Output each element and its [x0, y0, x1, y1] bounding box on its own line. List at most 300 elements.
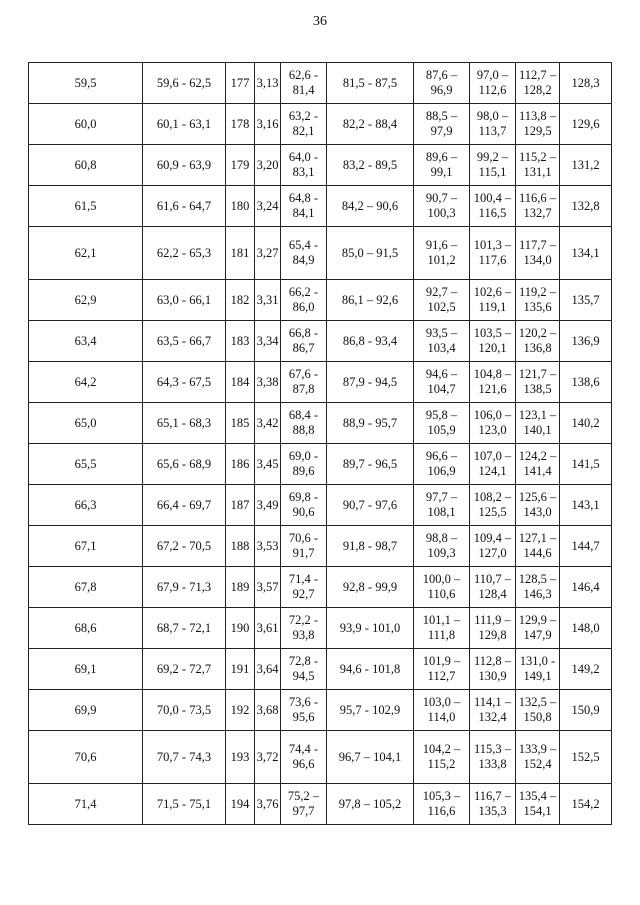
cell-col-8: [470, 186, 516, 227]
cell-value: 63,2 - 82,1: [288, 109, 319, 138]
cell-col-8: [470, 485, 516, 526]
cell-col-9: [516, 444, 560, 485]
cell-value: 64,3 - 67,5: [156, 374, 212, 389]
cell-col-1: [29, 649, 143, 690]
cell-col-7: [414, 690, 470, 731]
cell-value: 93,9 - 101,0: [339, 620, 401, 635]
cell-col-10: [560, 227, 612, 280]
cell-col-6: [327, 145, 414, 186]
cell-col-5: [281, 362, 327, 403]
cell-col-1: [29, 784, 143, 825]
cell-col-6: [327, 403, 414, 444]
cell-value: 61,6 - 64,7: [156, 198, 212, 213]
cell-col-4: [255, 186, 281, 227]
cell-value: 3,38: [256, 374, 279, 389]
cell-value: 63,4: [74, 333, 97, 348]
cell-value: 66,4 - 69,7: [156, 497, 212, 512]
cell-col-9: [516, 485, 560, 526]
cell-value: 59,5: [74, 75, 97, 90]
cell-value: 71,5 - 75,1: [156, 796, 212, 811]
cell-col-4: [255, 649, 281, 690]
cell-col-5: [281, 690, 327, 731]
cell-col-7: [414, 731, 470, 784]
cell-value: 67,2 - 70,5: [156, 538, 212, 553]
cell-col-2: [143, 608, 226, 649]
cell-col-2: [143, 444, 226, 485]
cell-col-2: [143, 280, 226, 321]
cell-value: 194: [230, 796, 250, 811]
cell-col-10: [560, 526, 612, 567]
cell-col-1: [29, 63, 143, 104]
cell-value: 189: [230, 579, 250, 594]
cell-col-2: [143, 362, 226, 403]
table-row: [29, 63, 612, 104]
cell-value: 67,6 - 87,8: [288, 367, 319, 396]
cell-value: 191: [230, 661, 250, 676]
cell-col-4: [255, 321, 281, 362]
cell-col-7: [414, 362, 470, 403]
cell-value: 95,7 - 102,9: [339, 702, 401, 717]
cell-col-5: [281, 403, 327, 444]
cell-col-10: [560, 186, 612, 227]
cell-value: 103,0 – 114,0: [422, 695, 461, 724]
cell-value: 84,2 – 90,6: [341, 198, 399, 213]
cell-value: 73,6 - 95,6: [288, 695, 319, 724]
cell-value: 143,1: [571, 497, 600, 512]
cell-value: 65,5: [74, 456, 97, 471]
cell-value: 100,0 – 110,6: [422, 572, 461, 601]
cell-value: 83,2 - 89,5: [342, 157, 398, 172]
cell-col-6: [327, 731, 414, 784]
cell-col-1: [29, 227, 143, 280]
cell-col-1: [29, 186, 143, 227]
cell-value: 104,8 – 121,6: [473, 367, 512, 396]
cell-value: 105,3 – 116,6: [422, 789, 461, 818]
cell-col-10: [560, 63, 612, 104]
cell-col-5: [281, 63, 327, 104]
cell-col-9: [516, 608, 560, 649]
cell-col-8: [470, 63, 516, 104]
cell-value: 60,0: [74, 116, 97, 131]
cell-col-8: [470, 526, 516, 567]
cell-col-8: [470, 731, 516, 784]
cell-value: 121,7 – 138,5: [518, 367, 557, 396]
cell-col-1: [29, 608, 143, 649]
cell-col-2: [143, 731, 226, 784]
cell-col-8: [470, 444, 516, 485]
table-row: [29, 567, 612, 608]
cell-value: 62,2 - 65,3: [156, 245, 212, 260]
cell-value: 154,2: [571, 796, 600, 811]
cell-value: 3,27: [256, 245, 279, 260]
cell-col-2: [143, 403, 226, 444]
cell-col-10: [560, 280, 612, 321]
cell-col-8: [470, 280, 516, 321]
cell-col-8: [470, 104, 516, 145]
cell-value: 103,5 – 120,1: [473, 326, 512, 355]
cell-value: 178: [230, 116, 250, 131]
cell-value: 69,8 - 90,6: [288, 490, 319, 519]
cell-col-10: [560, 403, 612, 444]
cell-col-5: [281, 784, 327, 825]
cell-value: 70,0 - 73,5: [156, 702, 212, 717]
cell-value: 117,7 – 134,0: [518, 238, 557, 267]
cell-col-7: [414, 280, 470, 321]
cell-col-7: [414, 485, 470, 526]
cell-value: 3,20: [256, 157, 279, 172]
cell-value: 68,7 - 72,1: [156, 620, 212, 635]
cell-col-3: [226, 63, 255, 104]
table-row: [29, 362, 612, 403]
cell-col-7: [414, 784, 470, 825]
cell-col-4: [255, 280, 281, 321]
cell-col-3: [226, 145, 255, 186]
cell-col-6: [327, 63, 414, 104]
cell-col-8: [470, 145, 516, 186]
table-row: [29, 444, 612, 485]
cell-col-3: [226, 567, 255, 608]
cell-col-10: [560, 784, 612, 825]
cell-value: 3,61: [256, 620, 279, 635]
cell-value: 190: [230, 620, 250, 635]
cell-value: 115,2 – 131,1: [518, 150, 557, 179]
table-row: [29, 608, 612, 649]
cell-value: 99,2 – 115,1: [476, 150, 509, 179]
cell-col-5: [281, 227, 327, 280]
cell-value: 123,1 – 140,1: [518, 408, 557, 437]
cell-value: 132,8: [571, 198, 600, 213]
cell-col-5: [281, 608, 327, 649]
cell-value: 131,2: [571, 157, 600, 172]
cell-col-3: [226, 227, 255, 280]
cell-col-9: [516, 649, 560, 690]
cell-col-1: [29, 444, 143, 485]
cell-value: 69,1: [74, 661, 97, 676]
cell-value: 61,5: [74, 198, 97, 213]
cell-value: 132,5 – 150,8: [518, 695, 557, 724]
cell-value: 109,4 – 127,0: [473, 531, 512, 560]
cell-col-3: [226, 444, 255, 485]
cell-col-10: [560, 485, 612, 526]
cell-value: 106,0 – 123,0: [473, 408, 512, 437]
cell-value: 3,31: [256, 292, 279, 307]
cell-value: 127,1 – 144,6: [518, 531, 557, 560]
cell-value: 98,8 – 109,3: [425, 531, 458, 560]
page-number: 36: [313, 14, 327, 29]
table-row: [29, 145, 612, 186]
cell-col-5: [281, 104, 327, 145]
cell-value: 71,4 - 92,7: [288, 572, 319, 601]
cell-value: 135,7: [571, 292, 600, 307]
cell-col-4: [255, 690, 281, 731]
cell-col-7: [414, 403, 470, 444]
cell-col-5: [281, 444, 327, 485]
cell-col-6: [327, 104, 414, 145]
cell-col-6: [327, 784, 414, 825]
cell-value: 92,8 - 99,9: [342, 579, 398, 594]
cell-value: 112,7 – 128,2: [518, 68, 557, 97]
cell-col-2: [143, 649, 226, 690]
cell-col-9: [516, 227, 560, 280]
cell-col-6: [327, 227, 414, 280]
cell-col-1: [29, 567, 143, 608]
cell-col-1: [29, 362, 143, 403]
cell-value: 135,4 – 154,1: [518, 789, 557, 818]
cell-value: 113,8 – 129,5: [518, 109, 557, 138]
cell-value: 144,7: [571, 538, 600, 553]
cell-col-9: [516, 104, 560, 145]
cell-value: 3,13: [256, 75, 279, 90]
cell-value: 148,0: [571, 620, 600, 635]
cell-value: 193: [230, 749, 250, 764]
cell-value: 129,6: [571, 116, 600, 131]
cell-col-8: [470, 690, 516, 731]
cell-col-1: [29, 485, 143, 526]
cell-col-7: [414, 649, 470, 690]
cell-col-8: [470, 227, 516, 280]
cell-value: 131,0 - 149,1: [519, 654, 556, 683]
cell-value: 134,1: [571, 245, 600, 260]
cell-col-1: [29, 731, 143, 784]
cell-value: 93,5 – 103,4: [425, 326, 458, 355]
cell-value: 66,3: [74, 497, 97, 512]
cell-col-9: [516, 784, 560, 825]
cell-col-6: [327, 321, 414, 362]
cell-value: 70,6 - 91,7: [288, 531, 319, 560]
cell-value: 92,7 – 102,5: [425, 285, 458, 314]
cell-value: 128,5 – 146,3: [518, 572, 557, 601]
cell-col-9: [516, 186, 560, 227]
cell-value: 184: [230, 374, 250, 389]
cell-col-9: [516, 526, 560, 567]
cell-value: 64,0 - 83,1: [288, 150, 319, 179]
cell-value: 67,1: [74, 538, 97, 553]
cell-value: 70,6: [74, 749, 97, 764]
cell-value: 86,1 – 92,6: [341, 292, 399, 307]
cell-col-6: [327, 485, 414, 526]
cell-col-4: [255, 104, 281, 145]
cell-value: 89,7 - 96,5: [342, 456, 398, 471]
cell-col-1: [29, 403, 143, 444]
cell-value: 71,4: [74, 796, 97, 811]
table-row: [29, 526, 612, 567]
cell-col-7: [414, 104, 470, 145]
cell-value: 129,9 – 147,9: [518, 613, 557, 642]
cell-col-7: [414, 444, 470, 485]
cell-value: 125,6 – 143,0: [518, 490, 557, 519]
cell-col-10: [560, 608, 612, 649]
cell-col-7: [414, 526, 470, 567]
cell-col-6: [327, 608, 414, 649]
cell-value: 3,53: [256, 538, 279, 553]
cell-value: 100,4 – 116,5: [473, 191, 512, 220]
table-row: [29, 649, 612, 690]
cell-col-10: [560, 731, 612, 784]
cell-value: 101,3 – 117,6: [473, 238, 512, 267]
cell-value: 66,2 - 86,0: [288, 285, 319, 314]
cell-value: 104,2 – 115,2: [422, 742, 461, 771]
cell-value: 108,2 – 125,5: [473, 490, 512, 519]
cell-col-9: [516, 280, 560, 321]
cell-value: 185: [230, 415, 250, 430]
cell-value: 150,9: [571, 702, 600, 717]
cell-value: 91,6 – 101,2: [425, 238, 458, 267]
cell-col-6: [327, 690, 414, 731]
cell-col-4: [255, 784, 281, 825]
cell-col-10: [560, 690, 612, 731]
cell-value: 64,2: [74, 374, 97, 389]
cell-value: 3,64: [256, 661, 279, 676]
cell-value: 60,9 - 63,9: [156, 157, 212, 172]
cell-col-1: [29, 104, 143, 145]
cell-value: 102,6 – 119,1: [473, 285, 512, 314]
cell-col-3: [226, 784, 255, 825]
cell-value: 3,16: [256, 116, 279, 131]
cell-col-5: [281, 649, 327, 690]
cell-col-3: [226, 690, 255, 731]
cell-value: 68,6: [74, 620, 97, 635]
cell-col-10: [560, 321, 612, 362]
cell-value: 72,2 - 93,8: [288, 613, 319, 642]
table-row: [29, 784, 612, 825]
cell-col-1: [29, 145, 143, 186]
cell-value: 179: [230, 157, 250, 172]
cell-col-8: [470, 649, 516, 690]
cell-col-9: [516, 403, 560, 444]
cell-value: 116,7 – 135,3: [473, 789, 512, 818]
table-row: [29, 690, 612, 731]
cell-value: 64,8 - 84,1: [288, 191, 319, 220]
cell-col-2: [143, 104, 226, 145]
cell-value: 69,2 - 72,7: [156, 661, 212, 676]
cell-value: 112,8 – 130,9: [473, 654, 512, 683]
cell-value: 67,8: [74, 579, 97, 594]
cell-col-4: [255, 145, 281, 186]
table-row: [29, 485, 612, 526]
cell-value: 65,6 - 68,9: [156, 456, 212, 471]
cell-value: 3,49: [256, 497, 279, 512]
cell-value: 3,34: [256, 333, 279, 348]
cell-value: 107,0 – 124,1: [473, 449, 512, 478]
table-row: [29, 731, 612, 784]
cell-col-3: [226, 731, 255, 784]
cell-value: 182: [230, 292, 250, 307]
cell-col-1: [29, 526, 143, 567]
cell-value: 101,9 – 112,7: [422, 654, 461, 683]
cell-col-6: [327, 362, 414, 403]
cell-value: 62,9: [74, 292, 97, 307]
cell-value: 90,7 - 97,6: [342, 497, 398, 512]
cell-value: 136,9: [571, 333, 600, 348]
cell-value: 65,1 - 68,3: [156, 415, 212, 430]
cell-value: 3,72: [256, 749, 279, 764]
cell-value: 87,6 – 96,9: [425, 68, 458, 97]
cell-col-6: [327, 526, 414, 567]
cell-col-4: [255, 608, 281, 649]
cell-col-2: [143, 567, 226, 608]
cell-col-3: [226, 526, 255, 567]
cell-col-3: [226, 186, 255, 227]
cell-value: 96,6 – 106,9: [425, 449, 458, 478]
cell-col-3: [226, 362, 255, 403]
cell-col-10: [560, 649, 612, 690]
cell-col-4: [255, 444, 281, 485]
table-row: [29, 321, 612, 362]
cell-value: 3,76: [256, 796, 279, 811]
cell-value: 88,9 - 95,7: [342, 415, 398, 430]
cell-col-8: [470, 321, 516, 362]
cell-col-1: [29, 321, 143, 362]
table-row: [29, 104, 612, 145]
cell-value: 96,7 – 104,1: [338, 749, 402, 764]
cell-col-10: [560, 444, 612, 485]
cell-value: 98,0 – 113,7: [476, 109, 509, 138]
cell-col-6: [327, 280, 414, 321]
cell-col-9: [516, 145, 560, 186]
cell-value: 124,2 – 141,4: [518, 449, 557, 478]
cell-col-8: [470, 567, 516, 608]
cell-col-7: [414, 63, 470, 104]
cell-col-3: [226, 649, 255, 690]
cell-col-6: [327, 444, 414, 485]
cell-col-8: [470, 362, 516, 403]
cell-col-9: [516, 731, 560, 784]
cell-value: 69,9: [74, 702, 97, 717]
cell-col-10: [560, 104, 612, 145]
cell-col-6: [327, 567, 414, 608]
cell-col-3: [226, 104, 255, 145]
cell-value: 82,2 - 88,4: [342, 116, 398, 131]
cell-value: 187: [230, 497, 250, 512]
cell-col-7: [414, 608, 470, 649]
cell-col-2: [143, 526, 226, 567]
cell-value: 60,8: [74, 157, 97, 172]
cell-col-5: [281, 280, 327, 321]
cell-value: 181: [230, 245, 250, 260]
cell-col-2: [143, 784, 226, 825]
cell-value: 63,0 - 66,1: [156, 292, 212, 307]
cell-value: 180: [230, 198, 250, 213]
cell-value: 133,9 – 152,4: [518, 742, 557, 771]
cell-col-10: [560, 145, 612, 186]
cell-value: 177: [230, 75, 250, 90]
cell-value: 65,4 - 84,9: [288, 238, 319, 267]
cell-value: 119,2 – 135,6: [518, 285, 557, 314]
table-row: [29, 227, 612, 280]
cell-value: 116,6 – 132,7: [518, 191, 557, 220]
cell-value: 63,5 - 66,7: [156, 333, 212, 348]
cell-value: 101,1 – 111,8: [422, 613, 461, 642]
cell-value: 149,2: [571, 661, 600, 676]
cell-col-9: [516, 321, 560, 362]
cell-col-4: [255, 485, 281, 526]
cell-col-10: [560, 567, 612, 608]
cell-value: 3,68: [256, 702, 279, 717]
cell-col-1: [29, 690, 143, 731]
cell-col-2: [143, 227, 226, 280]
cell-value: 111,9 – 129,8: [474, 613, 511, 642]
cell-col-8: [470, 608, 516, 649]
cell-col-2: [143, 321, 226, 362]
cell-value: 85,0 – 91,5: [341, 245, 399, 260]
cell-col-3: [226, 280, 255, 321]
cell-value: 69,0 - 89,6: [288, 449, 319, 478]
cell-col-7: [414, 567, 470, 608]
cell-value: 183: [230, 333, 250, 348]
cell-col-1: [29, 280, 143, 321]
cell-value: 94,6 - 101,8: [339, 661, 401, 676]
cell-value: 152,5: [571, 749, 600, 764]
